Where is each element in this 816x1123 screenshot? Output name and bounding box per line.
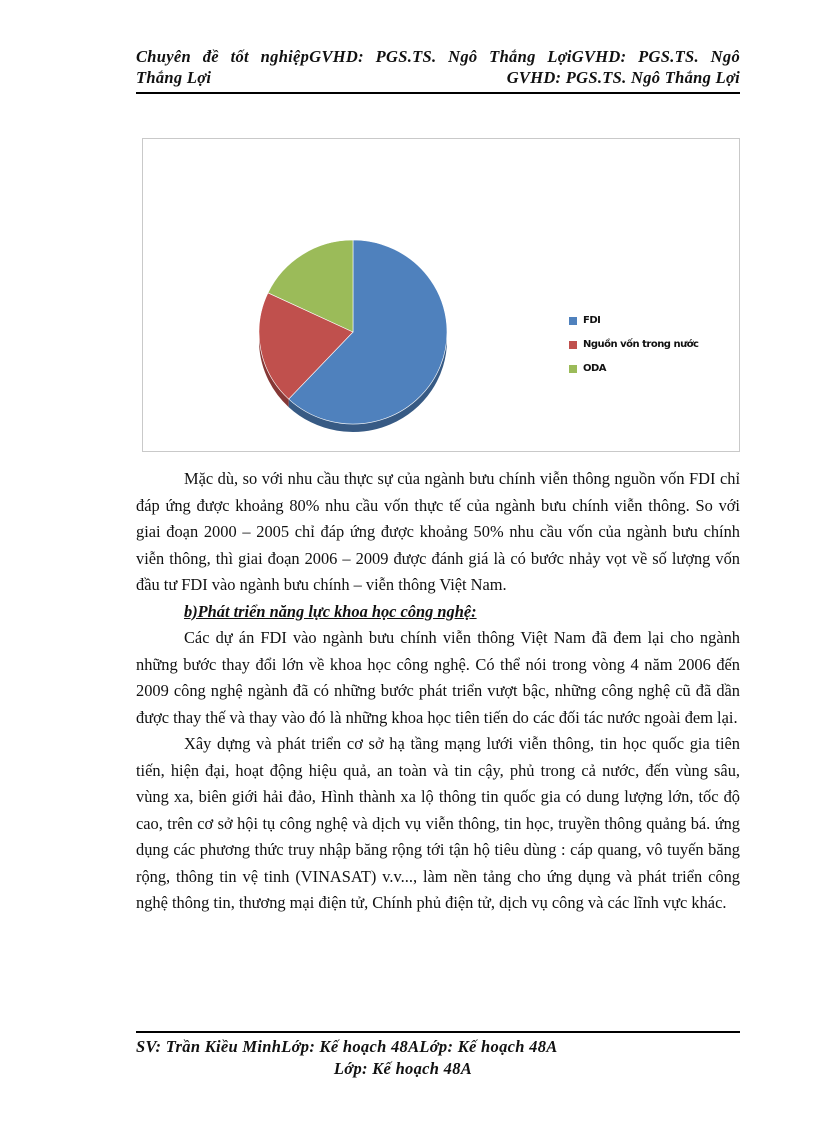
paragraph-fdi-demand: Mặc dù, so với nhu cầu thực sự của ngành bưu chính viễn thông nguồn vốn FDI chỉ đáp ứng được khoảng 80% nhu cầu vốn thực tế của ngành bưu chính viễn thông. So với giai đoạn 2000 – 2005 chỉ đáp ứng được khoảng 50% nhu cầu vốn của ngành bưu chính viễn thông, thì giai đoạn 2006 – 2009 được đánh giá là có bước nhảy vọt về số lượng vốn đầu tư FDI vào ngành bưu chính – viễn thông Việt Nam. — [136, 469, 740, 594]
header-line-2-left: Thắng Lợi — [136, 68, 212, 87]
legend-item-2 — [569, 363, 606, 374]
header-line-2 — [136, 67, 740, 88]
footer-divider — [136, 1031, 740, 1033]
page-footer — [136, 1036, 740, 1080]
legend-label-2: ODA — [583, 363, 607, 374]
pie-chart-frame — [142, 138, 740, 452]
header-line-1: Chuyên đề tốt nghiệpGVHD: PGS.TS. Ngô Thắng LợiGVHD: PGS.TS. Ngô — [136, 47, 740, 66]
legend-swatch-2 — [569, 365, 577, 373]
legend-swatch-1 — [569, 341, 577, 349]
page-header — [136, 46, 740, 88]
body-text — [136, 466, 740, 917]
legend-swatch-0 — [569, 317, 577, 325]
section-heading: b)Phát triển năng lực khoa học công nghệ: — [184, 601, 477, 621]
header-line-2-right: GVHD: PGS.TS. Ngô Thắng Lợi — [506, 68, 740, 87]
legend-label-0: FDI — [583, 315, 601, 326]
legend-item-0 — [569, 315, 600, 326]
legend-label-1: Nguồn vốn trong nước — [583, 339, 699, 350]
paragraph-infrastructure: Xây dựng và phát triển cơ sở hạ tầng mạng lưới viễn thông, tin học quốc gia tiên tiến, hiện đại, hoạt động hiệu quả, an toàn và tin cậy, phủ trong cả nước, đến vùng sâu, vùng xa, biên giới hải đảo, Hình thành xa lộ thông tin quốc gia có dung lượng lớn, tốc độ cao, trên cơ sở hội tụ công nghệ và dịch vụ viễn thông, tin học, truyền thông quảng bá. ứng dụng các phương thức truy nhập băng rộng tới tận hộ tiêu dùng : cáp quang, vô tuyến băng rộng, thông tin vệ tinh (VINASAT) v.v..., làm nền tảng cho ứng dụng và phát triển công nghệ thông tin, thương mại điện tử, Chính phủ điện tử, dịch vụ công và các lĩnh vực khác. — [136, 734, 740, 912]
footer-line-1: SV: Trần Kiều MinhLớp: Kế hoạch 48ALớp: Kế hoạch 48A — [136, 1037, 558, 1056]
pie-chart — [143, 139, 739, 451]
footer-line-2: Lớp: Kế hoạch 48A — [333, 1059, 473, 1078]
paragraph-technology: Các dự án FDI vào ngành bưu chính viễn thông Việt Nam đã đem lại cho ngành những bước thay đổi lớn về khoa học công nghệ. Có thể nói trong vòng 4 năm 2006 đến 2009 công nghệ ngành đã có những bước phát triển vượt bậc, những công nghệ cũ đã dần được thay thế và thay vào đó là những khoa học tiên tiến do các đối tác nước ngoài đem lại. — [136, 628, 740, 727]
header-divider — [136, 92, 740, 94]
legend-item-1 — [569, 339, 698, 350]
